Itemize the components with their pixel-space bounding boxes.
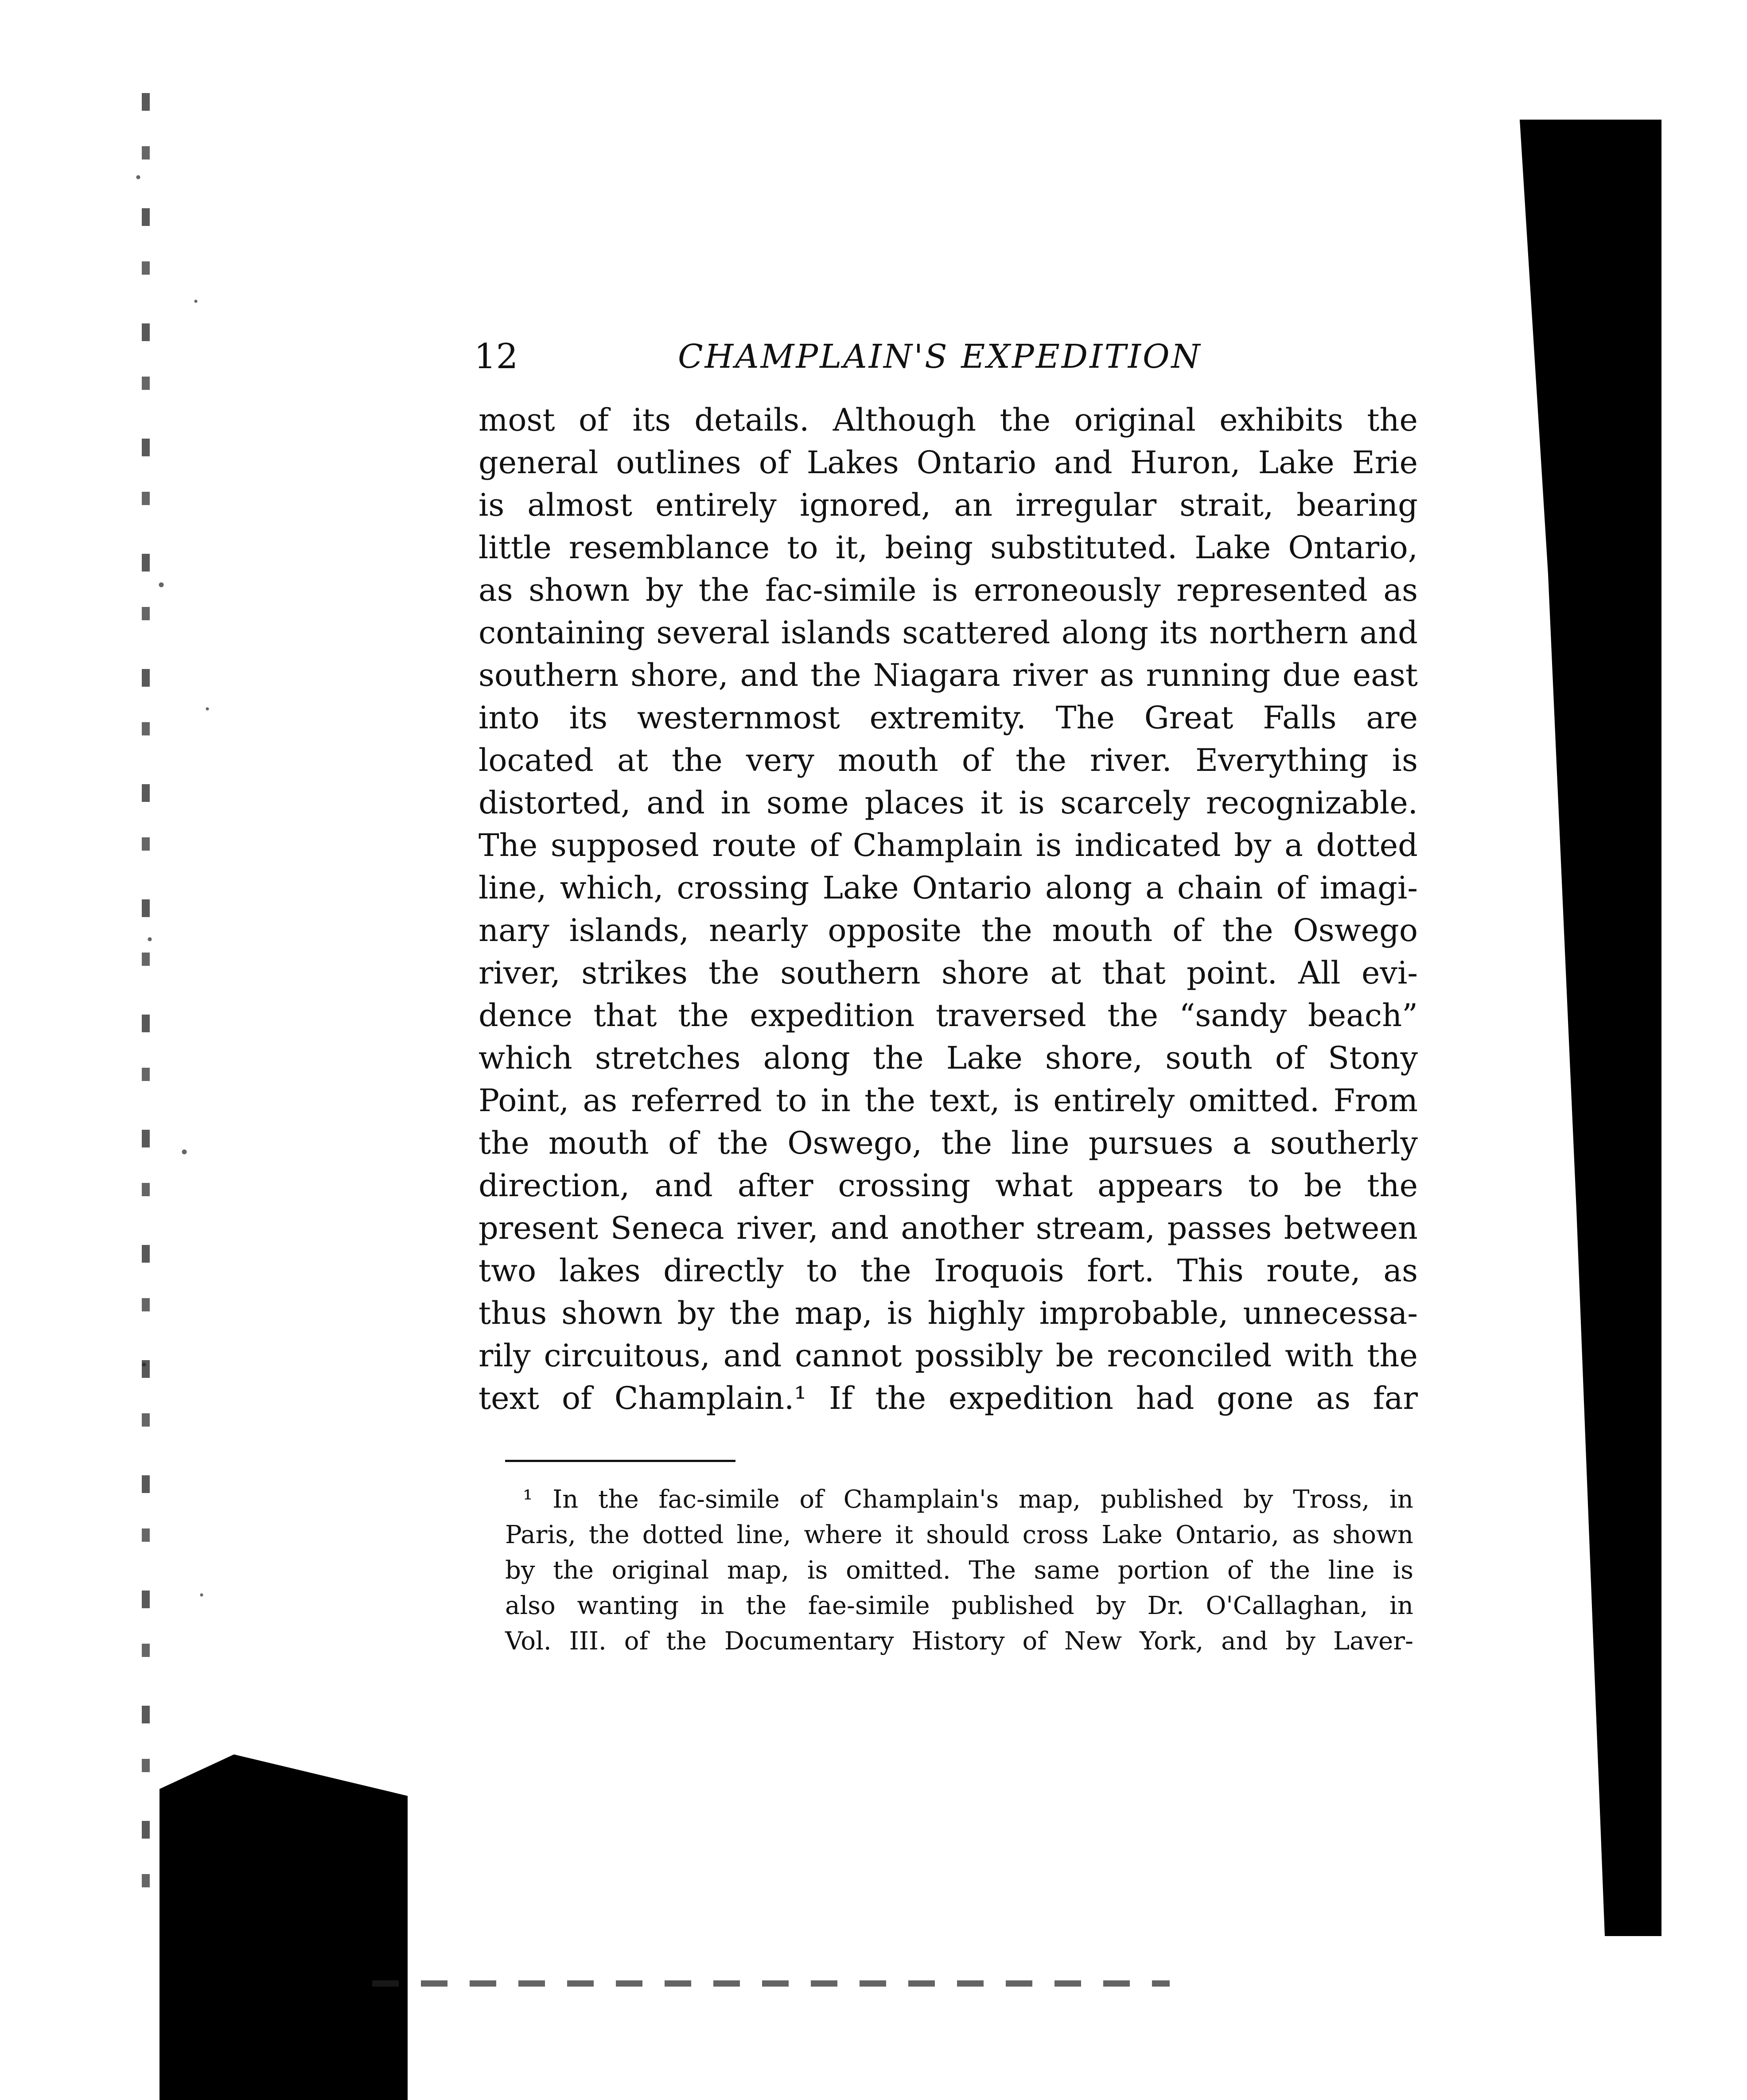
footnote-line: ¹ In the fac-simile of Champlain's map, published by Tross, in [523,1485,1413,1514]
body-line: nary islands, nearly opposite the mouth of the Oswego [479,912,1418,949]
body-line: into its westernmost extremity. The Great Falls are [479,700,1418,736]
footnote-rule [505,1460,735,1462]
footnote-line: Vol. III. of the Documentary History of New York, and by Laver- [505,1627,1413,1656]
body-line: which stretches along the Lake shore, south of Stony [479,1040,1418,1076]
body-line: dence that the expedition traversed the “sandy beach” [479,997,1418,1034]
running-head: CHAMPLAIN'S EXPEDITION [678,338,1202,376]
scan-edge-left [142,93,150,1892]
page-header [474,332,1471,381]
body-line: distorted, and in some places it is scarcely recognizable. [479,785,1418,821]
body-line: little resemblance to it, being substituted. Lake Ontario, [479,529,1418,566]
body-line: rily circuitous, and cannot possibly be reconciled with the [479,1338,1418,1374]
body-line: general outlines of Lakes Ontario and Huron, Lake Erie [479,444,1418,481]
body-line: Point, as referred to in the text, is entirely omitted. From [479,1082,1418,1119]
body-line: The supposed route of Champlain is indicated by a dotted [479,827,1418,863]
body-line: is almost entirely ignored, an irregular strait, bearing [479,487,1418,523]
body-line: line, which, crossing Lake Ontario along a chain of imagi- [479,870,1418,906]
body-line: most of its details. Although the original exhibits the [479,402,1418,438]
body-line: southern shore, and the Niagara river as running due east [479,657,1418,693]
scan-speckle-left [115,89,230,1861]
body-line: as shown by the fac-simile is erroneously represented as [479,572,1418,608]
footnote-line: also wanting in the fae-simile published by Dr. O'Callaghan, in [505,1591,1413,1620]
body-line: direction, and after crossing what appears to be the [479,1167,1418,1204]
scan-shadow-bottom-left [160,1754,408,2100]
body-line: thus shown by the map, is highly improbable, unnecessa- [479,1295,1418,1331]
body-line: containing several islands scattered along its northern and [479,614,1418,651]
body-line: text of Champlain.¹ If the expedition had gone as far [479,1380,1418,1416]
body-text [479,399,1418,1419]
scan-shadow-right [1520,120,1661,1936]
footnote [505,1482,1413,1659]
scan-edge-bottom [372,1980,1170,1987]
page-number: 12 [474,337,518,377]
body-line: located at the very mouth of the river. Everything is [479,742,1418,778]
body-line: two lakes directly to the Iroquois fort. This route, as [479,1252,1418,1289]
body-line: the mouth of the Oswego, the line pursues a southerly [479,1125,1418,1161]
body-line: river, strikes the southern shore at that point. All evi- [479,955,1418,991]
footnote-line: by the original map, is omitted. The same portion of the line is [505,1556,1413,1585]
footnote-line: Paris, the dotted line, where it should cross Lake Ontario, as shown [505,1521,1413,1549]
body-line: present Seneca river, and another stream, passes between [479,1210,1418,1246]
